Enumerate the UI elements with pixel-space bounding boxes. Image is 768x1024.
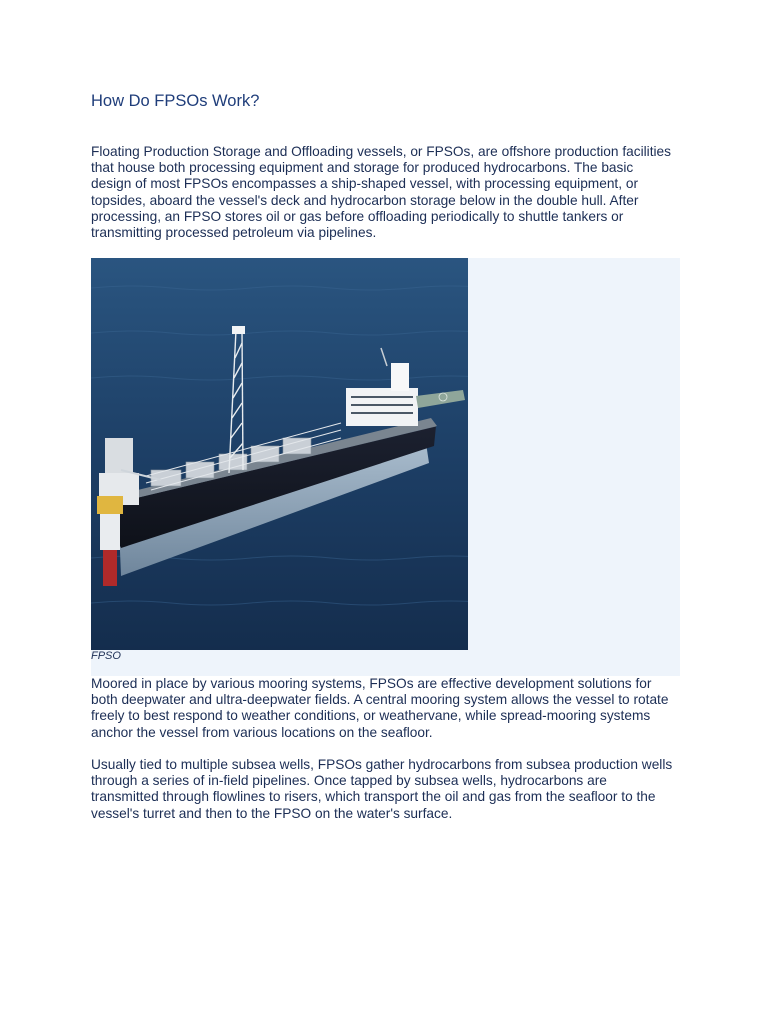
figure-caption: FPSO <box>91 650 121 662</box>
page-title: How Do FPSOs Work? <box>91 92 260 110</box>
mooring-paragraph: Moored in place by various mooring systems, FPSOs are effective development solutions for both deepwater and ultra-deepwater fields. A central mooring system allows the vessel to rotate freely to best respond to weather conditions, or weathervane, while spread-mooring systems anchor the vessel from various locations on the seafloor. <box>91 676 669 740</box>
intro-paragraph: Floating Production Storage and Offloading vessels, or FPSOs, are offshore production facilities that house both processing equipment and storage for produced hydrocarbons. The basic design of most FPSOs encompasses a ship-shaped vessel, with processing equipment, or topsides, aboard the vessel's deck and hydrocarbon storage below in the double hull. After processing, an FPSO stores oil or gas before offloading periodically to shuttle tankers or transmitting processed petroleum via pipelines. <box>91 144 672 241</box>
figure <box>91 258 680 676</box>
subsea-wells-paragraph: Usually tied to multiple subsea wells, FPSOs gather hydrocarbons from subsea production wells through a series of in-field pipelines. Once tapped by subsea wells, hydrocarbons are transmitted through flowlines to risers, which transport the oil and gas from the seafloor to the vessel's turret and then to the FPSO on the water's surface. <box>91 757 673 821</box>
fpso-vessel-photo <box>91 258 468 650</box>
